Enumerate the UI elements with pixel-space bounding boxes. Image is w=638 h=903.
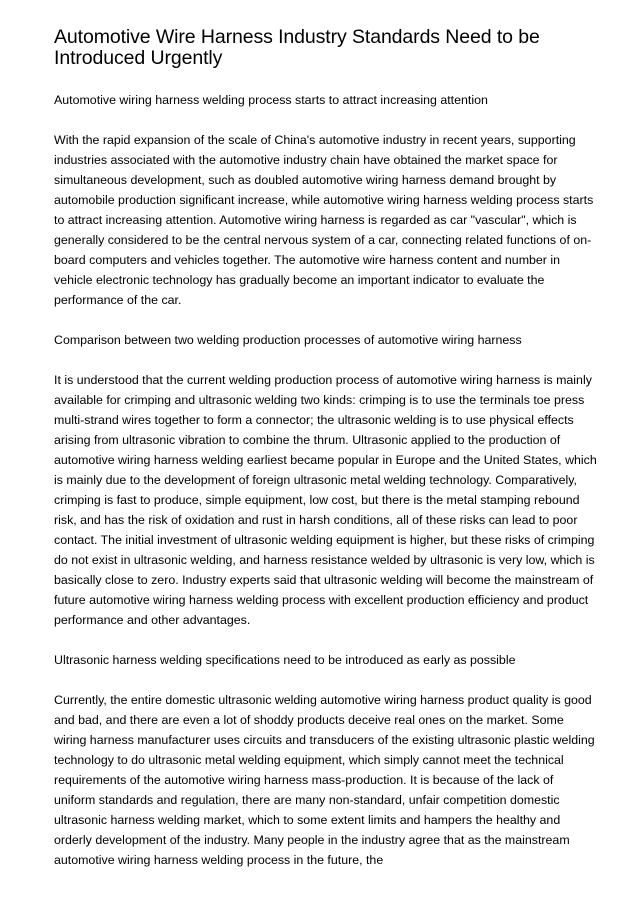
section-paragraph: Currently, the entire domestic ultrasonic welding automotive wiring harness product quality is good and bad, and there are even a lot of shoddy products deceive real ones on the market. Some wiring harness manufacturer uses circuits and transducers of the existing ultrasonic plastic welding technology to do ultrasonic metal welding equipment, which simply cannot meet the technical requirements of the automotive wiring harness mass-production. It is because of the lack of uniform standards and regulation, there are many non-standard, unfair competition domestic ultrasonic harness welding market, which to some extent limits and hampers the healthy and orderly development of the industry. Many people in the industry agree that as the mainstream automotive wiring harness welding process in the future, the	[54, 693, 595, 867]
section-1	[54, 90, 598, 310]
section-heading: Comparison between two welding production processes of automotive wiring harness	[54, 333, 522, 347]
section-paragraph: With the rapid expansion of the scale of China's automotive industry in recent years, supporting industries associated with the automotive industry chain have obtained the market space for simultaneous development, such as doubled automotive wiring harness demand brought by automobile production significant increase, while automotive wiring harness welding process starts to attract increasing attention. Automotive wiring harness is regarded as car "vascular", which is generally considered to be the central nervous system of a car, connecting related functions of on-board computers and vehicles together. The automotive wire harness content and number in vehicle electronic technology has gradually become an important indicator to evaluate the performance of the car.	[54, 133, 594, 307]
section-2	[54, 330, 598, 630]
section-heading: Ultrasonic harness welding specifications need to be introduced as early as possible	[54, 653, 516, 667]
section-paragraph: It is understood that the current welding production process of automotive wiring harness is mainly available for crimping and ultrasonic welding two kinds: crimping is to use the terminals toe press multi-strand wires together to form a connector; the ultrasonic welding is to use physical effects arising from ultrasonic vibration to combine the thrum. Ultrasonic applied to the production of automotive wiring harness welding earliest became popular in Europe and the United States, which is mainly due to the development of foreign ultrasonic metal welding technology. Comparatively, crimping is fast to produce, simple equipment, low cost, but there is the metal stamping rebound risk, and has the risk of oxidation and rust in harsh conditions, all of these risks can lead to poor contact. The initial investment of ultrasonic welding equipment is higher, but these risks of crimping do not exist in ultrasonic welding, and harness resistance welded by ultrasonic is very low, which is basically close to zero. Industry experts said that ultrasonic welding will become the mainstream of future automotive wiring harness welding process with excellent production efficiency and product performance and other advantages.	[54, 373, 597, 627]
section-3	[54, 650, 598, 870]
document-title: Automotive Wire Harness Industry Standards Need to be Introduced Urgently	[54, 26, 540, 69]
section-heading: Automotive wiring harness welding process starts to attract increasing attention	[54, 93, 488, 107]
